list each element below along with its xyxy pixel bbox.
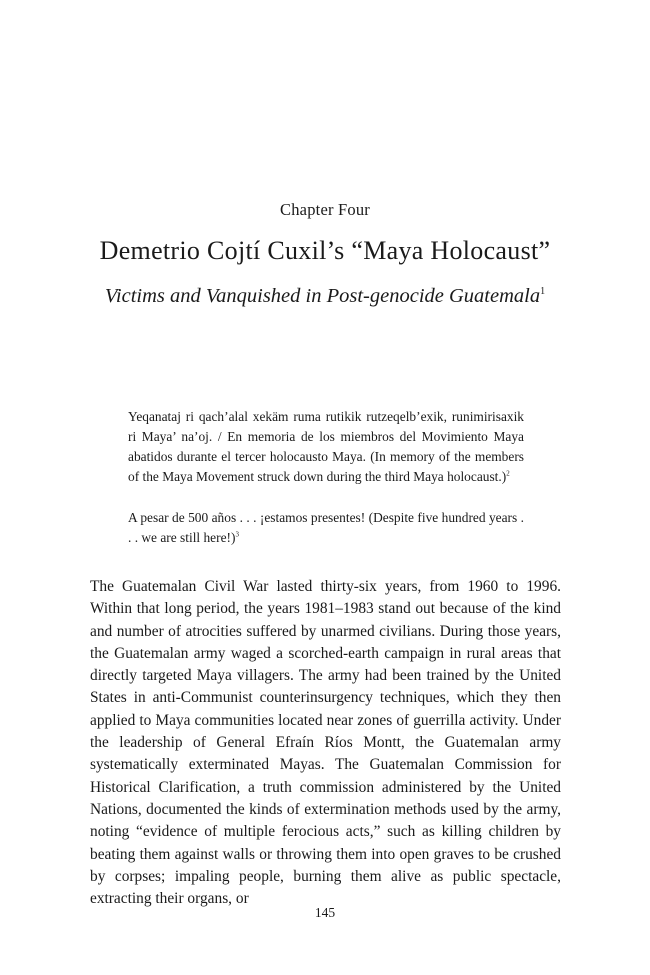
page-number: 145 (314, 905, 336, 920)
footnote-marker[interactable]: 3 (235, 530, 239, 539)
epigraph-text: A pesar de 500 años . . . ¡estamos presentes! (Despite five hundred years . . . we are still here!) (128, 510, 524, 545)
epigraph (128, 508, 524, 548)
epigraph-text: Yeqanataj ri qach’alal xekäm ruma rutikik rutzeqelb’exik, runimirisaxik ri Maya’ na’oj. / En memoria de los miembros del Movimiento Maya abatidos durante el tercer holocausto Maya. (In memory of the members of the Maya Movement struck down during the third Maya holocaust.) (128, 409, 524, 484)
body-paragraph: The Guatemalan Civil War lasted thirty-six years, from 1960 to 1996. Within that long period, the years 1981–1983 stand out because of the kind and number of atrocities suffered by unarmed civilians. During those years, the Guatemalan army waged a scorched-earth campaign in rural areas that directly targeted Maya villagers. The army had been trained by the United States in anti-Communist counterinsurgency techniques, which they then applied to Maya communities located near zones of guerrilla activity. Under the leadership of General Efraín Ríos Montt, the Guatemalan army systematically exterminated Mayas. The Guatemalan Commission for Historical Clarification, a truth commission administered by the United Nations, documented the kinds of extermination methods used by the army, noting “evidence of multiple ferocious acts,” such as killing children by beating them against walls or throwing them into open graves to be crushed by corpses; impaling people, burning them alive as public spectacle, extracting their organs, or (90, 578, 561, 908)
chapter-subtitle-text: Victims and Vanquished in Post-genocide Guatemala (104, 285, 541, 307)
chapter-title: Demetrio Cojtí Cuxil’s “Maya Holocaust” (99, 236, 551, 265)
footnote-marker[interactable]: 2 (506, 469, 510, 478)
chapter-label: Chapter Four (280, 200, 370, 219)
footnote-marker[interactable]: 1 (540, 286, 546, 298)
chapter-subtitle (0, 285, 650, 308)
epigraph (128, 407, 524, 487)
